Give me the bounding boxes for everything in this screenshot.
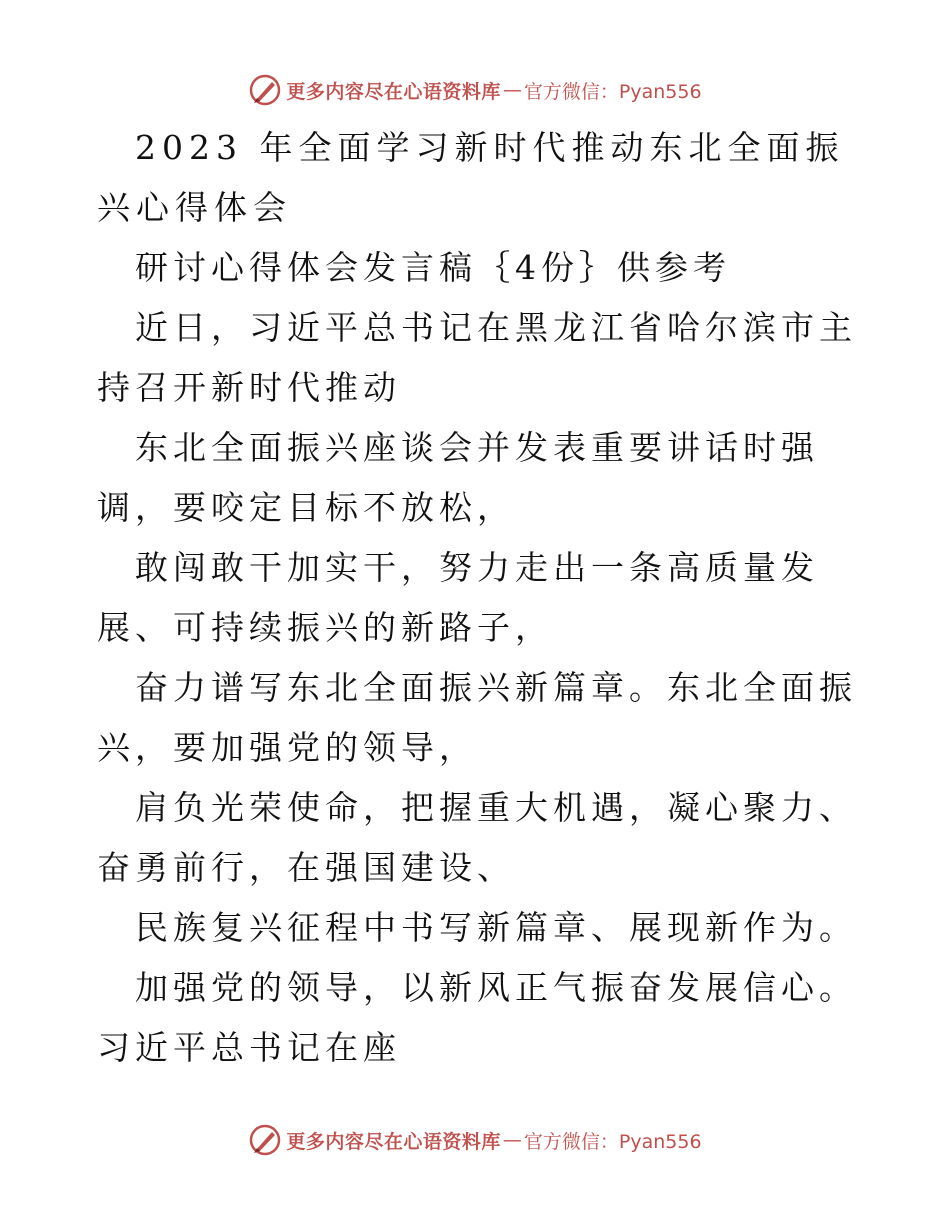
watermark-lead: 更多内容尽在心语资料库 xyxy=(286,1130,501,1153)
document-title: 2023 年全面学习新时代推动东北全面振兴心得体会 xyxy=(97,128,845,227)
watermark-lead: 更多内容尽在心语资料库 xyxy=(286,80,501,103)
paragraph: 加强党的领导，以新风正气振奋发展信心。习近平总书记在座 xyxy=(97,968,857,1067)
watermark-dash: — xyxy=(502,1129,522,1151)
paragraph: 敢闯敢干加实干，努力走出一条高质量发展、可持续振兴的新路子， xyxy=(97,548,819,647)
paragraph: 民族复兴征程中书写新篇章、展现新作为。 xyxy=(135,908,857,947)
document-body xyxy=(97,118,857,1078)
header-watermark xyxy=(0,70,950,110)
watermark-account: 官方微信：Pyan556 xyxy=(523,1130,702,1153)
paragraph: 肩负光荣使命，把握重大机遇，凝心聚力、奋勇前行，在强国建设、 xyxy=(97,788,857,887)
watermark-dash: — xyxy=(502,79,522,101)
document-subtitle: 研讨心得体会发言稿｛4份｝供参考 xyxy=(135,248,731,287)
watermark-account: 官方微信：Pyan556 xyxy=(523,80,702,103)
pen-logo-icon xyxy=(248,1123,282,1157)
pen-logo-icon xyxy=(248,73,282,107)
paragraph: 近日，习近平总书记在黑龙江省哈尔滨市主持召开新时代推动 xyxy=(97,308,857,407)
footer-watermark xyxy=(0,1120,950,1160)
paragraph: 奋力谱写东北全面振兴新篇章。东北全面振兴，要加强党的领导， xyxy=(97,668,857,767)
paragraph: 东北全面振兴座谈会并发表重要讲话时强调，要咬定目标不放松， xyxy=(97,428,819,527)
